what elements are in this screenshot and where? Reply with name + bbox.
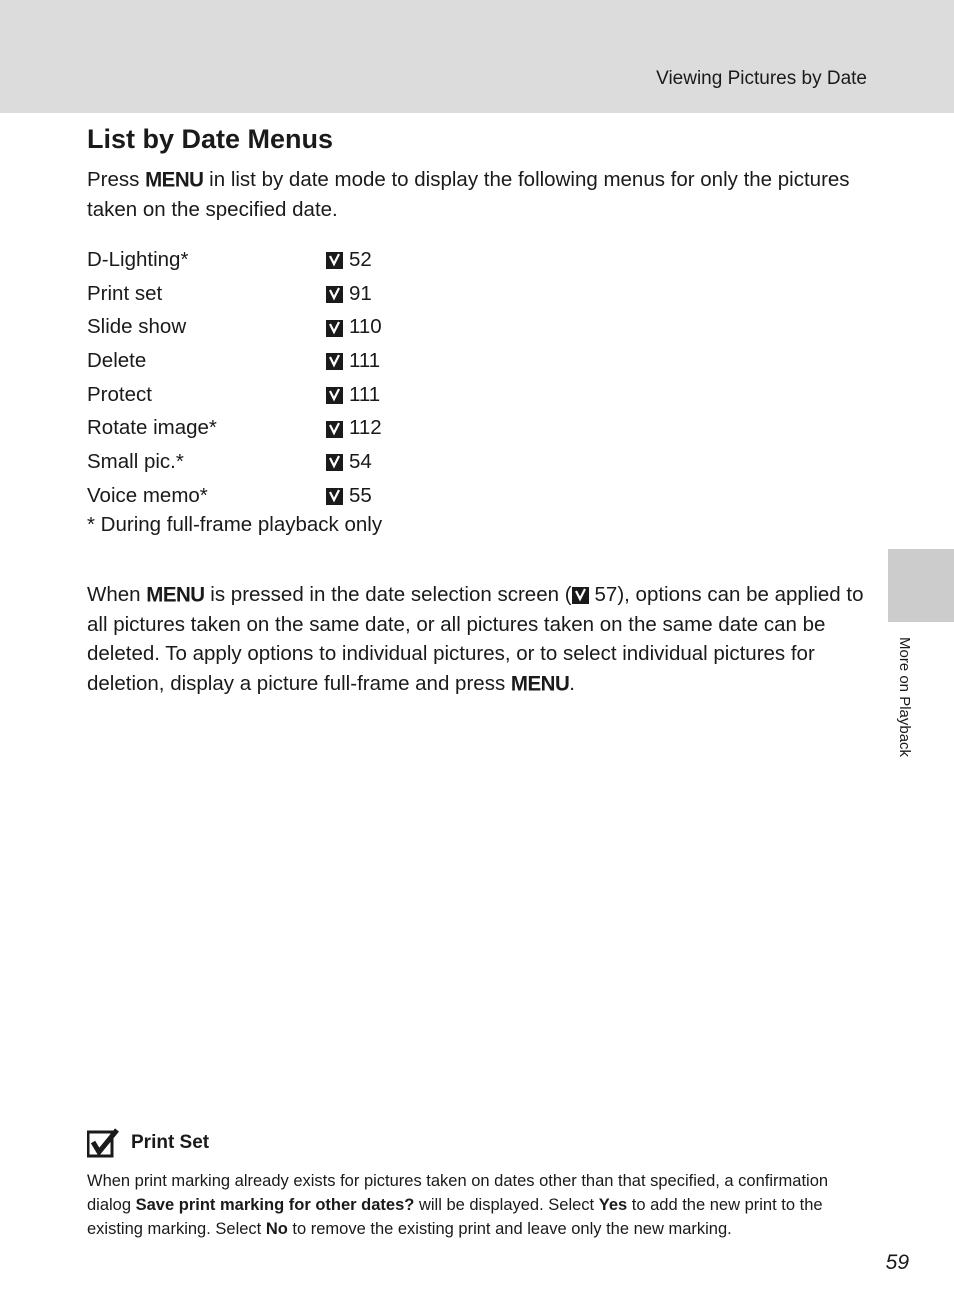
menu-item-page: 54 (349, 449, 372, 473)
menu-button-glyph: MENU (510, 670, 570, 696)
page-reference-icon (326, 318, 343, 337)
note-title: Print Set (131, 1132, 210, 1153)
menu-item-page: 111 (349, 382, 381, 406)
menu-item-label: D-Lighting* (87, 247, 189, 271)
menu-button-glyph: MENU (145, 167, 204, 192)
page-reference-icon (326, 385, 343, 404)
page-reference-icon (326, 419, 343, 438)
page-reference-icon (326, 452, 343, 471)
menu-item-reference (326, 416, 382, 440)
menu-item-reference (326, 450, 372, 474)
menu-item-reference (326, 484, 372, 508)
menu-item-reference (326, 349, 380, 373)
menu-item-label: Slide show (87, 315, 187, 339)
menu-item-reference (326, 383, 380, 407)
menu-item-reference (326, 315, 382, 339)
section-side-tab (888, 549, 954, 622)
menu-list-item (87, 243, 587, 277)
menu-item-reference (326, 248, 372, 272)
menu-item-label: Protect (87, 382, 152, 406)
menu-button-glyph: MENU (146, 582, 205, 607)
note-header (87, 1128, 209, 1158)
menu-list (87, 243, 587, 513)
page-header (0, 0, 954, 113)
menu-item-page: 91 (349, 281, 372, 305)
page-reference-icon (326, 486, 343, 505)
menu-item-label: Delete (87, 348, 147, 372)
checkmark-note-icon (87, 1128, 119, 1158)
menu-item-label: Voice memo* (87, 483, 208, 507)
page-reference-icon (326, 351, 343, 370)
note-body: When print marking already exists for pictures taken on dates other than that specified, a confirmation dialog Save print marking for other dates? will be displayed. Select Yes to add the new print to the existing marking. Select No to remove the existing print and leave only the new marking. (87, 1172, 829, 1238)
menu-list-item (87, 479, 587, 513)
menu-item-page: 111 (349, 348, 381, 372)
page-number: 59 (885, 1251, 909, 1274)
menu-item-label: Rotate image* (87, 416, 217, 440)
intro-paragraph: Press MENU in list by date mode to display the following menus for only the pictures taken on the specified date. (87, 165, 867, 224)
menu-item-page: 110 (349, 315, 382, 339)
menu-list-item (87, 445, 587, 479)
section-title: List by Date Menus (87, 124, 334, 154)
menu-list-item (87, 411, 587, 445)
menu-item-page: 112 (349, 416, 382, 440)
page-reference-icon (326, 284, 343, 303)
menu-item-label: Small pic.* (87, 449, 184, 473)
footnote: * During full-frame playback only (87, 513, 383, 536)
menu-item-reference (326, 282, 372, 306)
header-title: Viewing Pictures by Date (656, 68, 867, 89)
side-tab-label: More on Playback (896, 637, 913, 758)
menu-list-item (87, 277, 587, 311)
date-selection-paragraph: When MENU is pressed in the date selection screen ( 57), options can be applied to all pictures taken on the same date, or all pictures taken on the same date can be deleted. To apply options to individual pictures, or to select individual pictures for deletion, display a picture full-frame and press MENU. (87, 580, 867, 698)
menu-item-label: Print set (87, 281, 163, 305)
menu-item-page: 55 (349, 483, 372, 507)
menu-list-item (87, 344, 587, 378)
page-reference-icon (572, 585, 589, 604)
menu-item-page: 52 (349, 247, 372, 271)
page-reference-icon (326, 250, 343, 269)
menu-list-item (87, 310, 587, 344)
menu-list-item (87, 378, 587, 412)
